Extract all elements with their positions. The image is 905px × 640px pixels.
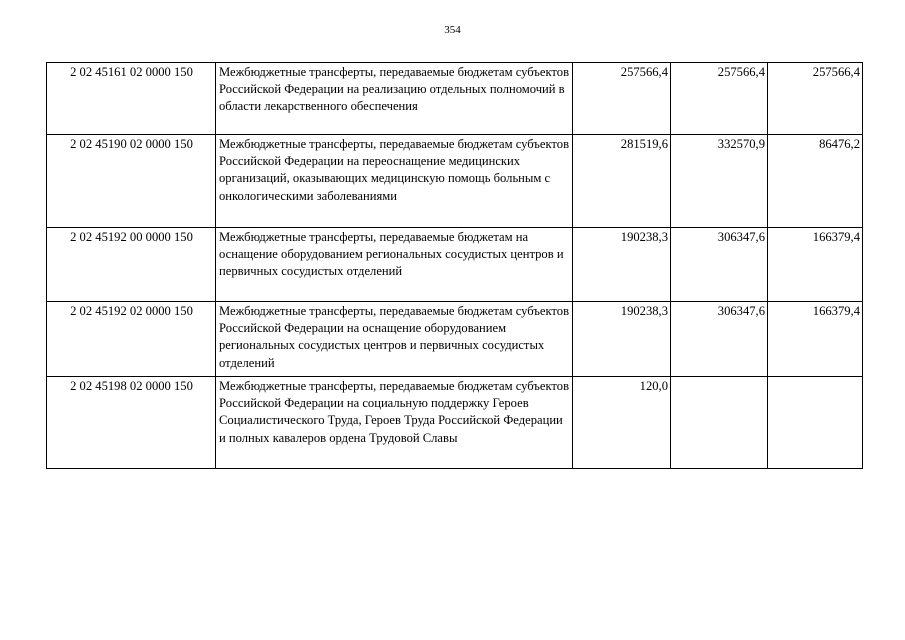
budget-code: 2 02 45192 02 0000 150	[47, 302, 216, 377]
amount-year-2: 332570,9	[671, 135, 768, 228]
budget-item-name: Межбюджетные трансферты, передаваемые бюджетам на оснащение оборудованием региональных сосудистых центров и первичных сосудистых отделений	[216, 228, 573, 302]
amount-year-2	[671, 377, 768, 469]
budget-item-name: Межбюджетные трансферты, передаваемые бюджетам субъектов Российской Федерации на оснащение оборудованием региональных сосудистых центров и первичных сосудистых отделений	[216, 302, 573, 377]
budget-item-name: Межбюджетные трансферты, передаваемые бюджетам субъектов Российской Федерации на реализацию отдельных полномочий в области лекарственного обеспечения	[216, 63, 573, 135]
table-row	[47, 302, 863, 377]
table-row	[47, 228, 863, 302]
amount-year-2: 306347,6	[671, 302, 768, 377]
amount-year-1: 257566,4	[573, 63, 671, 135]
amount-year-3	[768, 377, 863, 469]
budget-item-name: Межбюджетные трансферты, передаваемые бюджетам субъектов Российской Федерации на переоснащение медицинских организаций, оказывающих медицинскую помощь больным с онкологическими заболеваниями	[216, 135, 573, 228]
page-number: 354	[444, 24, 461, 36]
amount-year-1: 190238,3	[573, 302, 671, 377]
budget-item-name: Межбюджетные трансферты, передаваемые бюджетам субъектов Российской Федерации на социальную поддержку Героев Социалистического Труда, Героев Труда Российской Федерации и полных кавалеров ордена Трудовой Славы	[216, 377, 573, 469]
amount-year-3: 166379,4	[768, 228, 863, 302]
amount-year-1: 120,0	[573, 377, 671, 469]
amount-year-3: 166379,4	[768, 302, 863, 377]
table-row	[47, 135, 863, 228]
budget-code: 2 02 45198 02 0000 150	[47, 377, 216, 469]
amount-year-2: 257566,4	[671, 63, 768, 135]
table-row	[47, 63, 863, 135]
budget-code: 2 02 45161 02 0000 150	[47, 63, 216, 135]
table-row	[47, 377, 863, 469]
budget-code: 2 02 45190 02 0000 150	[47, 135, 216, 228]
amount-year-2: 306347,6	[671, 228, 768, 302]
amount-year-1: 190238,3	[573, 228, 671, 302]
amount-year-3: 86476,2	[768, 135, 863, 228]
amount-year-1: 281519,6	[573, 135, 671, 228]
amount-year-3: 257566,4	[768, 63, 863, 135]
budget-code: 2 02 45192 00 0000 150	[47, 228, 216, 302]
budget-table	[46, 62, 863, 469]
